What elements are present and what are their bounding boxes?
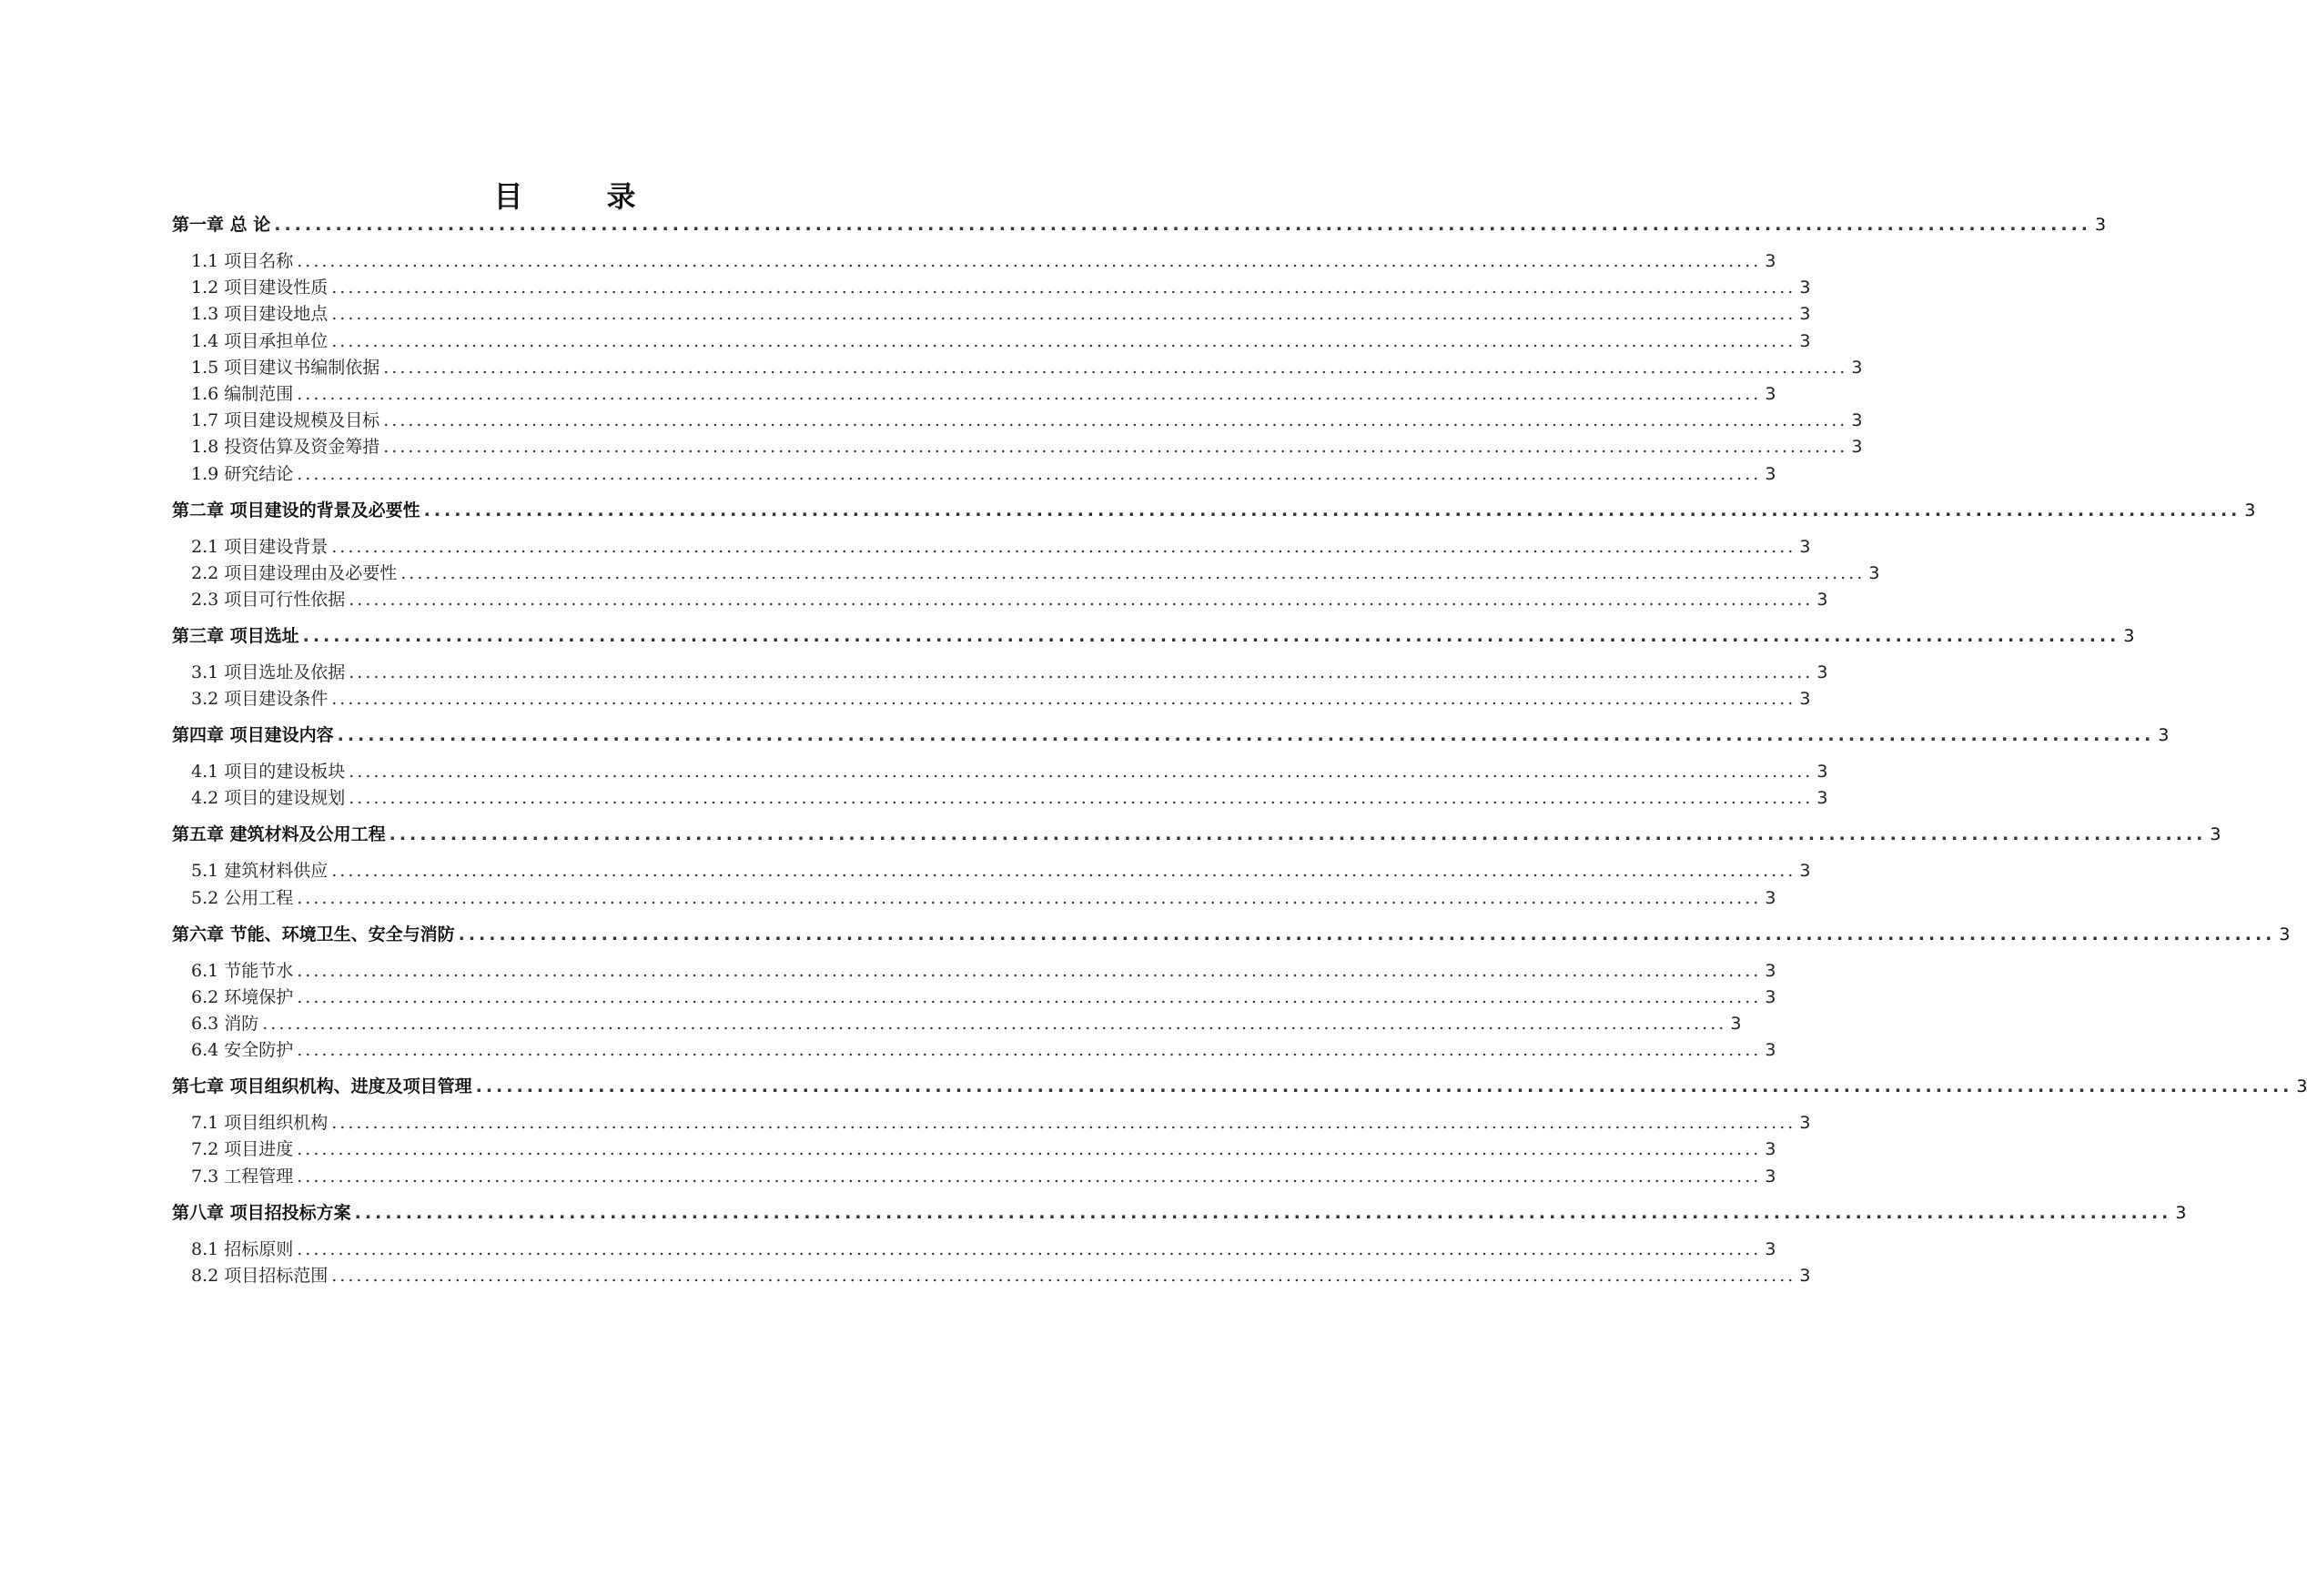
toc-section-entry[interactable] <box>191 1236 1776 1263</box>
toc-section-entry[interactable] <box>191 460 1776 488</box>
toc-section-entry[interactable] <box>191 586 1828 613</box>
toc-entry-label: 8.1 招标原则 <box>191 1239 294 1259</box>
toc-entry-label: 第五章 建筑材料及公用工程 <box>172 824 386 844</box>
toc-dot-leader: .................................................................................................................................................................................. <box>383 410 1848 430</box>
toc-page-number: 3 <box>2175 1203 2187 1223</box>
toc-page-number: 3 <box>1851 358 1863 378</box>
toc-dot-leader: .................................................................................................................................................................................. <box>331 304 1796 324</box>
toc-chapter-entry[interactable] <box>172 211 2107 238</box>
toc-dot-leader: .................................................................................................................................................................................. <box>349 662 1814 682</box>
toc-section-entry[interactable] <box>191 685 1811 712</box>
toc-section-entry[interactable] <box>191 328 1811 355</box>
toc-entry-label: 1.2 项目建设性质 <box>191 278 329 298</box>
toc-dot-leader: .................................................................................................................................................................................. <box>349 590 1814 610</box>
toc-page-number: 3 <box>1799 331 1811 351</box>
toc-chapter-entry[interactable] <box>172 821 2221 848</box>
toc-page-number: 3 <box>1765 888 1776 908</box>
toc-entry-label: 6.1 节能节水 <box>191 961 294 981</box>
toc-entry-label: 2.3 项目可行性依据 <box>191 590 346 610</box>
toc-page-number: 3 <box>1765 384 1776 404</box>
toc-dot-leader: .................................................................................................................................................................................. <box>297 1139 1762 1159</box>
toc-section-entry[interactable] <box>191 380 1776 408</box>
toc-section-entry[interactable] <box>191 1109 1811 1136</box>
toc-entry-label: 第七章 项目组织机构、进度及项目管理 <box>172 1076 472 1096</box>
toc-dot-leader: .................................................................................................................................................................................. <box>297 961 1762 981</box>
toc-dot-leader: .................................................................................................................................................................................. <box>400 563 1866 583</box>
toc-section-entry[interactable] <box>191 784 1828 812</box>
toc-entry-label: 1.9 研究结论 <box>191 464 294 484</box>
toc-chapter-entry[interactable] <box>172 1073 2307 1100</box>
toc-dot-leader: .................................................................................................................................................................................. <box>354 1203 2172 1223</box>
toc-dot-leader: .................................................................................................................................................................................. <box>297 1040 1762 1060</box>
toc-page-number: 3 <box>2244 500 2256 520</box>
toc-entry-label: 7.1 项目组织机构 <box>191 1113 329 1133</box>
toc-dot-leader: .................................................................................................................................................................................. <box>383 437 1848 457</box>
toc-section-entry[interactable] <box>191 247 1776 275</box>
toc-dot-leader: .................................................................................................................................................................................. <box>331 861 1796 881</box>
toc-entry-label: 1.8 投资估算及资金筹措 <box>191 437 380 457</box>
toc-dot-leader: .................................................................................................................................................................................. <box>423 500 2241 520</box>
toc-entry-label: 5.2 公用工程 <box>191 888 294 908</box>
toc-entry-label: 1.4 项目承担单位 <box>191 331 329 351</box>
toc-dot-leader: .................................................................................................................................................................................. <box>458 924 2276 944</box>
toc-entry-label: 第四章 项目建设内容 <box>172 725 334 745</box>
toc-entry-label: 6.4 安全防护 <box>191 1040 294 1060</box>
toc-entry-label: 3.1 项目选址及依据 <box>191 662 346 682</box>
toc-page-number: 3 <box>1799 278 1811 298</box>
toc-page-number: 3 <box>1851 410 1863 430</box>
toc-dot-leader: .................................................................................................................................................................................. <box>274 215 2091 235</box>
toc-chapter-entry[interactable] <box>172 497 2256 524</box>
toc-section-entry[interactable] <box>191 659 1828 686</box>
toc-chapter-entry[interactable] <box>172 622 2135 650</box>
toc-section-entry[interactable] <box>191 1036 1776 1064</box>
toc-entry-label: 6.3 消防 <box>191 1014 259 1034</box>
toc-page-number: 3 <box>1799 537 1811 557</box>
toc-page-number: 3 <box>2158 725 2170 745</box>
toc-dot-leader: .................................................................................................................................................................................. <box>297 888 1762 908</box>
toc-page-number: 3 <box>1799 1266 1811 1286</box>
toc-page-number: 3 <box>1868 563 1880 583</box>
toc-page-number: 3 <box>1765 464 1776 484</box>
toc-page-number: 3 <box>1765 961 1776 981</box>
toc-entry-label: 5.1 建筑材料供应 <box>191 861 329 881</box>
toc-dot-leader: .................................................................................................................................................................................. <box>349 762 1814 782</box>
toc-entry-label: 3.2 项目建设条件 <box>191 689 329 709</box>
toc-entry-label: 1.7 项目建设规模及目标 <box>191 410 380 430</box>
toc-section-entry[interactable] <box>191 433 1863 460</box>
toc-entry-label: 8.2 项目招标范围 <box>191 1266 329 1286</box>
toc-entry-label: 7.3 工程管理 <box>191 1167 294 1187</box>
toc-dot-leader: .................................................................................................................................................................................. <box>331 537 1796 557</box>
toc-entry-label: 1.1 项目名称 <box>191 251 294 271</box>
toc-section-entry[interactable] <box>191 1136 1776 1163</box>
toc-section-entry[interactable] <box>191 1010 1742 1037</box>
toc-entry-label: 2.1 项目建设背景 <box>191 537 329 557</box>
toc-dot-leader: .................................................................................................................................................................................. <box>297 1167 1762 1187</box>
toc-entry-label: 6.2 环境保护 <box>191 987 294 1007</box>
toc-page-number: 3 <box>1851 437 1863 457</box>
toc-entry-label: 4.1 项目的建设板块 <box>191 762 346 782</box>
toc-page-number: 3 <box>1765 1139 1776 1159</box>
toc-entry-label: 1.6 编制范围 <box>191 384 294 404</box>
toc-dot-leader: .................................................................................................................................................................................. <box>349 788 1814 808</box>
toc-dot-leader: .................................................................................................................................................................................. <box>297 464 1762 484</box>
toc-section-entry[interactable] <box>191 857 1811 884</box>
toc-entry-label: 第六章 节能、环境卫生、安全与消防 <box>172 924 455 944</box>
toc-entry-label: 第二章 项目建设的背景及必要性 <box>172 500 420 520</box>
toc-entry-label: 7.2 项目进度 <box>191 1139 294 1159</box>
toc-section-entry[interactable] <box>191 560 1880 587</box>
toc-section-entry[interactable] <box>191 300 1811 328</box>
toc-section-entry[interactable] <box>191 957 1776 985</box>
toc-entry-label: 第八章 项目招投标方案 <box>172 1203 351 1223</box>
toc-dot-leader: .................................................................................................................................................................................. <box>262 1014 1727 1034</box>
toc-dot-leader: .................................................................................................................................................................................. <box>389 824 2207 844</box>
toc-page-number: 3 <box>2296 1076 2307 1096</box>
toc-page-number: 3 <box>2123 626 2135 646</box>
toc-dot-leader: .................................................................................................................................................................................. <box>331 331 1796 351</box>
toc-chapter-entry[interactable] <box>172 1199 2187 1227</box>
toc-section-entry[interactable] <box>191 984 1776 1011</box>
toc-section-entry[interactable] <box>191 354 1863 381</box>
toc-dot-leader: .................................................................................................................................................................................. <box>475 1076 2293 1096</box>
toc-page-number: 3 <box>1799 689 1811 709</box>
toc-title: 目 录 <box>493 179 663 214</box>
toc-dot-leader: .................................................................................................................................................................................. <box>331 1113 1796 1133</box>
toc-section-entry[interactable] <box>191 407 1863 434</box>
toc-entry-label: 2.2 项目建设理由及必要性 <box>191 563 398 583</box>
toc-dot-leader: .................................................................................................................................................................................. <box>337 725 2155 745</box>
toc-page-number: 3 <box>1765 1040 1776 1060</box>
toc-section-entry[interactable] <box>191 884 1776 912</box>
toc-dot-leader: .................................................................................................................................................................................. <box>383 358 1848 378</box>
toc-page-number: 3 <box>1765 251 1776 271</box>
toc-page-number: 3 <box>1799 1113 1811 1133</box>
toc-page-number: 3 <box>1765 987 1776 1007</box>
toc-page-number: 3 <box>1730 1014 1742 1034</box>
toc-section-entry[interactable] <box>191 1262 1811 1289</box>
toc-dot-leader: .................................................................................................................................................................................. <box>297 987 1762 1007</box>
toc-page-number: 3 <box>2279 924 2291 944</box>
toc-entry-label: 4.2 项目的建设规划 <box>191 788 346 808</box>
toc-dot-leader: .................................................................................................................................................................................. <box>331 689 1796 709</box>
toc-chapter-entry[interactable] <box>172 722 2170 749</box>
toc-dot-leader: .................................................................................................................................................................................. <box>297 251 1762 271</box>
toc-page-number: 3 <box>1816 788 1828 808</box>
toc-entry-label: 第一章 总 论 <box>172 215 271 235</box>
toc-dot-leader: .................................................................................................................................................................................. <box>297 384 1762 404</box>
toc-page-number: 3 <box>1765 1167 1776 1187</box>
toc-page-number: 3 <box>1816 662 1828 682</box>
toc-dot-leader: .................................................................................................................................................................................. <box>297 1239 1762 1259</box>
toc-section-entry[interactable] <box>191 533 1811 561</box>
toc-entry-label: 第三章 项目选址 <box>172 626 299 646</box>
toc-page-number: 3 <box>1765 1239 1776 1259</box>
toc-entry-label: 1.5 项目建议书编制依据 <box>191 358 380 378</box>
toc-page-number: 3 <box>1816 590 1828 610</box>
toc-entry-label: 1.3 项目建设地点 <box>191 304 329 324</box>
toc-section-entry[interactable] <box>191 1163 1776 1190</box>
toc-page-number: 3 <box>1799 861 1811 881</box>
toc-chapter-entry[interactable] <box>172 921 2291 948</box>
toc-dot-leader: .................................................................................................................................................................................. <box>331 278 1796 298</box>
toc-page-number: 3 <box>2095 215 2107 235</box>
toc-page-number: 3 <box>2210 824 2221 844</box>
toc-section-entry[interactable] <box>191 274 1811 301</box>
toc-page-number: 3 <box>1799 304 1811 324</box>
toc-dot-leader: .................................................................................................................................................................................. <box>331 1266 1796 1286</box>
toc-dot-leader: .................................................................................................................................................................................. <box>302 626 2120 646</box>
toc-page-number: 3 <box>1816 762 1828 782</box>
toc-section-entry[interactable] <box>191 758 1828 785</box>
